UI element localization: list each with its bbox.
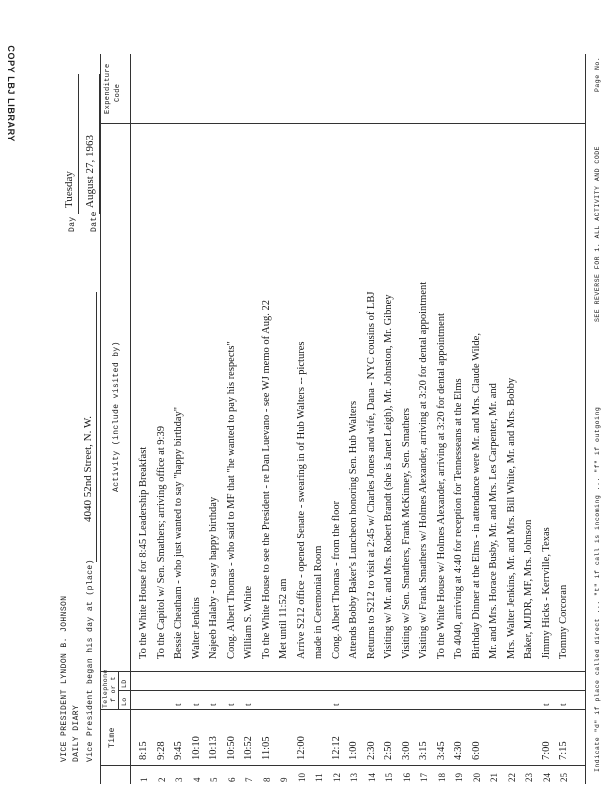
diary-row xyxy=(278,0,291,792)
row-activity: To 4040, arriving at 4:40 for reception for Tennesseans at the Elms xyxy=(453,378,464,659)
row-activity: Najeeb Halaby - to say happy birthday xyxy=(208,496,219,659)
diary-row xyxy=(418,0,431,792)
row-number: 12 xyxy=(331,773,342,782)
row-number: 25 xyxy=(559,773,569,782)
row-telephone: t xyxy=(558,703,568,706)
row-activity: Tommy Corcoran xyxy=(558,584,569,659)
row-number: 10 xyxy=(296,773,307,782)
diary-row xyxy=(348,0,361,792)
row-activity: Attends Bobby Baker's Luncheon honoring Sen. Hub Walters xyxy=(348,400,359,659)
row-activity: Arrive S212 office - opened Senate - swearing in of Hub Walters -- pictures xyxy=(295,341,307,659)
diary-row xyxy=(226,0,239,792)
page-number-label: Page No. xyxy=(594,56,601,92)
diary-row xyxy=(208,0,221,792)
diary-row xyxy=(453,0,466,792)
diary-row xyxy=(541,0,554,792)
row-number: 16 xyxy=(401,773,412,782)
row-activity: To the Capitol w/ Sen. Smathers; arriving office at 9:39 xyxy=(155,426,167,659)
row-activity: To the White House w/ Holmes Alexander, arriving at 3:20 for dental appointment xyxy=(435,313,447,659)
row-activity: Mr. and Mrs. Horace Busby, Mr. and Mrs. Les Carpenter, Mr. and xyxy=(488,383,499,659)
row-number: 14 xyxy=(366,773,377,782)
col-activity: Activity (include visited by) xyxy=(112,341,121,492)
footer-note: Indicate "d" if place called direct ... "t" if call is incoming ... "f" if outgoing xyxy=(594,406,601,772)
row-number: 4 xyxy=(191,777,202,782)
row-activity: Birthday Dinner at the Elms - in attendance were Mr. and Mrs. Claude Wilde, xyxy=(470,333,482,659)
diary-row xyxy=(558,0,571,792)
row-number: 5 xyxy=(209,777,219,782)
row-time: 1:00 xyxy=(348,741,359,760)
row-number: 7 xyxy=(244,777,254,782)
row-number: 24 xyxy=(541,773,552,782)
diary-row xyxy=(138,0,151,792)
date-value: August 27, 1963 xyxy=(84,134,96,208)
diary-row xyxy=(173,0,186,792)
row-telephone: t xyxy=(225,703,236,706)
row-time: 8:15 xyxy=(138,741,149,760)
row-time: 12:12 xyxy=(330,736,342,760)
row-activity: Cong. Albert Thomas - from the floor xyxy=(330,500,342,659)
row-activity: Bessie Cheatham - who just wanted to say "happy birthday" xyxy=(173,406,184,659)
row-activity: Visiting w/ Sen. Smathers, Frank McKinney, Sen. Smathers xyxy=(400,408,412,659)
row-number: 6 xyxy=(226,777,237,782)
diary-row xyxy=(471,0,484,792)
row-number: 20 xyxy=(471,773,482,782)
row-activity: To the White House for 8:45 Leadership Breakfast xyxy=(138,446,149,659)
diary-row xyxy=(313,0,326,792)
row-telephone: t xyxy=(243,703,253,706)
row-telephone: t xyxy=(173,703,183,706)
row-telephone: t xyxy=(540,703,551,706)
form-title: DAILY DIARY xyxy=(72,704,81,762)
row-time: 7:00 xyxy=(540,741,552,760)
row-number: 1 xyxy=(139,777,149,782)
row-activity: made in Ceremonial Room xyxy=(313,545,324,659)
row-time: 7:15 xyxy=(558,741,569,760)
col-time: Time xyxy=(108,727,117,748)
row-time: 3:15 xyxy=(418,741,429,760)
row-number: 11 xyxy=(314,773,324,782)
diary-row xyxy=(261,0,274,792)
place-value: 4040 52nd Street, N. W. xyxy=(82,415,94,522)
row-number: 21 xyxy=(489,773,499,782)
diary-row xyxy=(296,0,309,792)
row-number: 22 xyxy=(506,773,517,782)
archive-stamp: COPY LBJ LIBRARY xyxy=(6,45,16,142)
row-time: 4:30 xyxy=(453,741,464,760)
col-telephone: Telephone xyxy=(102,669,109,708)
row-number: 17 xyxy=(419,773,429,782)
day-label: Day xyxy=(68,216,77,232)
row-activity: Visiting w/ Mr. and Mrs. Robert Brandt (she is Janet Leigh), Mr. Johnston, Mr. Gibney xyxy=(383,294,394,659)
row-time: 3:45 xyxy=(435,741,447,760)
row-number: 13 xyxy=(349,773,359,782)
diary-row xyxy=(331,0,344,792)
row-time: 12:00 xyxy=(295,736,307,760)
row-number: 3 xyxy=(174,777,184,782)
diary-row xyxy=(488,0,501,792)
row-activity: Visiting w/ Frank Smathers w/ Holmes Alexander, arriving at 3:20 for dental appointment xyxy=(418,281,429,659)
diary-row xyxy=(156,0,169,792)
col-expenditure: Expenditure xyxy=(104,63,112,114)
row-time: 6:00 xyxy=(470,741,482,760)
row-time: 10:10 xyxy=(190,736,202,760)
row-time: 3:00 xyxy=(400,741,412,760)
row-number: 23 xyxy=(524,773,534,782)
office-title: VICE PRESIDENT LYNDON B. JOHNSON xyxy=(60,595,69,762)
row-time: 2:30 xyxy=(365,741,377,760)
grid-bottom xyxy=(585,54,586,784)
grid-tel-split xyxy=(118,672,119,710)
row-activity: William S. White xyxy=(243,585,254,659)
row-telephone: t xyxy=(330,703,341,706)
row-time: 10:13 xyxy=(208,736,219,760)
row-number: 8 xyxy=(261,777,272,782)
row-activity: Walter Jenkins xyxy=(190,597,202,659)
row-activity: Cong. Albert Thomas - who said to MF that "he wanted to pay his respects" xyxy=(225,341,237,659)
diary-row xyxy=(436,0,449,792)
footer-reverse: SEE REVERSE FOR 1. ALL ACTIVITY AND CODE xyxy=(594,145,601,322)
row-time: 10:50 xyxy=(225,736,237,760)
row-activity: Mrs. Walter Jenkins, Mr. and Mrs. Bill White, Mr. and Mrs. Bobby xyxy=(505,377,517,659)
place-label: Vice President began his day at (place) xyxy=(86,559,95,762)
diary-row xyxy=(366,0,379,792)
row-activity: To the White House to see the President - re Dan Luevano - see WJ memo of Aug. 22 xyxy=(260,300,272,659)
col-code: Code xyxy=(114,83,122,102)
row-telephone: t xyxy=(190,703,201,706)
day-underline xyxy=(78,74,79,214)
row-activity: Jimmy Hicks - Kerrville, Texas xyxy=(540,527,552,659)
row-time: 11:05 xyxy=(260,736,272,760)
diary-row xyxy=(523,0,536,792)
row-number: 9 xyxy=(279,777,289,782)
grid-header-bottom xyxy=(130,54,131,784)
col-tel-sub: f or t xyxy=(110,676,117,702)
diary-row xyxy=(191,0,204,792)
diary-row xyxy=(401,0,414,792)
row-time: 10:52 xyxy=(243,736,254,760)
row-number: 18 xyxy=(436,773,447,782)
diary-row xyxy=(383,0,396,792)
row-activity: Baker, MJDR, MF, Mrs. Johnson xyxy=(523,519,534,659)
col-tel-ld: LD xyxy=(121,679,128,688)
grid-top xyxy=(100,54,101,784)
diary-row xyxy=(506,0,519,792)
diary-row xyxy=(243,0,256,792)
row-time: 2:50 xyxy=(383,741,394,760)
place-underline xyxy=(96,292,97,562)
row-number: 19 xyxy=(454,773,464,782)
day-value: Tuesday xyxy=(63,171,75,208)
row-activity: Met until 11:52 am xyxy=(278,578,289,659)
row-number: 15 xyxy=(384,773,394,782)
row-time: 9:28 xyxy=(155,741,167,760)
row-time: 9:45 xyxy=(173,741,184,760)
row-number: 2 xyxy=(156,777,167,782)
row-telephone: t xyxy=(208,703,218,706)
row-activity: Returns to S212 to visit at 2:45 w/ Charles Jones and wife, Dana - NYC cousins of LBJ xyxy=(365,291,377,659)
date-label: Date xyxy=(90,211,99,232)
col-tel-lo: Lo xyxy=(121,697,128,706)
